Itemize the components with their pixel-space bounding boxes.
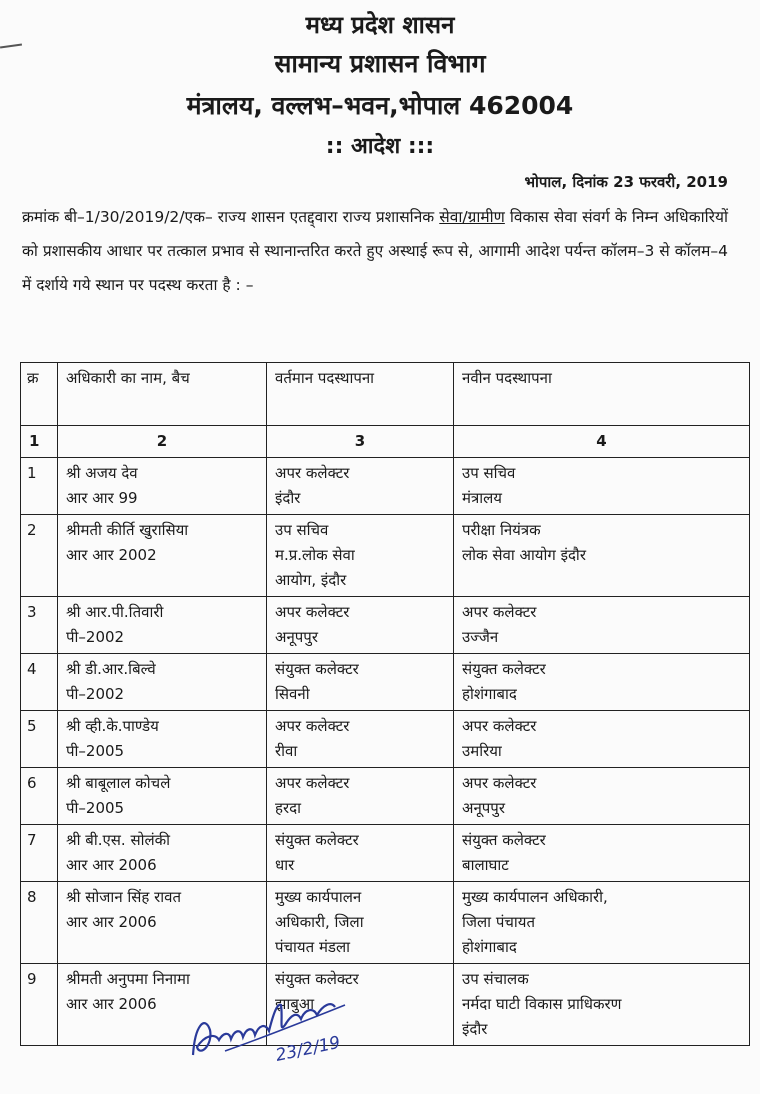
signature (185, 985, 365, 1070)
header-name: अधिकारी का नाम, बैच (58, 363, 267, 426)
officer-name (58, 458, 267, 515)
current-posting-line: झाबुआ (275, 995, 315, 1013)
new-posting-line: संयुक्त कलेक्टर (462, 831, 546, 849)
current-posting-line: संयुक्त कलेक्टर (275, 660, 359, 678)
current-posting-line: पंचायत मंडला (275, 938, 350, 956)
officer-name-line: पी–2005 (66, 742, 125, 760)
current-posting (267, 768, 454, 825)
officer-name-line: पी–2002 (66, 685, 125, 703)
officer-name-line: श्री बाबूलाल कोचले (66, 774, 171, 792)
current-posting (267, 711, 454, 768)
serial-number: 9 (21, 964, 58, 1046)
new-posting-line: परीक्षा नियंत्रक (462, 521, 541, 539)
officer-name-line: श्री बी.एस. सोलंकी (66, 831, 171, 849)
officer-name-line: श्री डी.आर.बिल्वे (66, 660, 156, 678)
new-posting-line: होशंगाबाद (462, 938, 517, 956)
new-posting-line: उप सचिव (462, 464, 516, 482)
officer-name-line: आर आर 99 (66, 489, 138, 507)
order-body (22, 200, 728, 302)
officer-name-line: श्री आर.पी.तिवारी (66, 603, 164, 621)
new-posting-line: उमरिया (462, 742, 502, 760)
new-posting (454, 964, 750, 1046)
current-posting-line: सिवनी (275, 685, 310, 703)
current-posting-line: संयुक्त कलेक्टर (275, 831, 359, 849)
officer-name (58, 768, 267, 825)
transfer-table (20, 362, 750, 1046)
new-posting-line: अपर कलेक्टर (462, 717, 537, 735)
current-posting-line: रीवा (275, 742, 298, 760)
col-num: 3 (267, 426, 454, 458)
current-posting-line: अपर कलेक्टर (275, 464, 350, 482)
new-posting-line: उप संचालक (462, 970, 529, 988)
order-ref: क्रमांक बी–1/30/2019/2/एक– राज्य शासन एतद्द्वारा राज्य प्रशासनिक (22, 208, 435, 226)
table-row (21, 964, 750, 1046)
new-posting-line: मुख्य कार्यपालन अधिकारी, (462, 888, 608, 906)
current-posting-line: अपर कलेक्टर (275, 717, 350, 735)
new-posting-line: संयुक्त कलेक्टर (462, 660, 546, 678)
new-posting-line: अनूपपुर (462, 799, 505, 817)
new-posting-line: उज्जैन (462, 628, 499, 646)
new-posting (454, 825, 750, 882)
current-posting-line: उप सचिव (275, 521, 329, 539)
table-header-row (21, 363, 750, 426)
new-posting (454, 597, 750, 654)
current-posting (267, 515, 454, 597)
officer-name-line: आर आर 2006 (66, 856, 157, 874)
new-posting-line: अपर कलेक्टर (462, 603, 537, 621)
table-row (21, 458, 750, 515)
table-row (21, 768, 750, 825)
officer-name-line: श्री व्ही.के.पाण्डेय (66, 717, 159, 735)
current-posting (267, 458, 454, 515)
new-posting-line: लोक सेवा आयोग इंदौर (462, 546, 586, 564)
new-posting-line: मंत्रालय (462, 489, 503, 507)
service-underlined: सेवा/ग्रामीण (439, 208, 505, 226)
current-posting (267, 825, 454, 882)
officer-name-line: श्री सोजान सिंह रावत (66, 888, 182, 906)
address: मंत्रालय, वल्लभ–भवन,भोपाल 462004 (186, 91, 574, 120)
current-posting-line: आयोग, इंदौर (275, 571, 347, 589)
current-posting-line: अपर कलेक्टर (275, 774, 350, 792)
table-row (21, 882, 750, 964)
officer-name (58, 515, 267, 597)
current-posting-line: अपर कलेक्टर (275, 603, 350, 621)
order-title: :: आदेश ::: (325, 134, 435, 159)
new-posting-line: अपर कलेक्टर (462, 774, 537, 792)
serial-number: 2 (21, 515, 58, 597)
order-date: भोपाल, दिनांक 23 फरवरी, 2019 (524, 173, 728, 191)
officer-name-line: आर आर 2002 (66, 546, 157, 564)
serial-number: 4 (21, 654, 58, 711)
header-sn: क्र (21, 363, 58, 426)
officer-name-line: आर आर 2006 (66, 995, 157, 1013)
current-posting-line: धार (275, 856, 295, 874)
officer-name (58, 597, 267, 654)
header-new: नवीन पदस्थापना (454, 363, 750, 426)
officer-name (58, 711, 267, 768)
column-number-row (21, 426, 750, 458)
officer-name (58, 825, 267, 882)
serial-number: 1 (21, 458, 58, 515)
officer-name-line: आर आर 2006 (66, 913, 157, 931)
new-posting-line: बालाघाट (462, 856, 509, 874)
officer-name-line: श्री अजय देव (66, 464, 138, 482)
serial-number: 5 (21, 711, 58, 768)
officer-name (58, 654, 267, 711)
current-posting-line: मुख्य कार्यपालन (275, 888, 362, 906)
current-posting (267, 597, 454, 654)
current-posting-line: अनूपपुर (275, 628, 318, 646)
order-text: विकास सेवा संवर्ग के निम्न अधिकारियों को प्रशासकीय आधार पर तत्काल प्रभाव से स्थानान्तरित करते हुए अस्थाई रूप से, आगामी आदेश पर्यन्त कॉलम–3 से कॉलम–4 में दर्शाये गये स्थान पर पदस्थ करता है : – (22, 208, 728, 294)
current-posting (267, 654, 454, 711)
table-row (21, 654, 750, 711)
current-posting-line: अधिकारी, जिला (275, 913, 364, 931)
col-num: 4 (454, 426, 750, 458)
table-row (21, 597, 750, 654)
col-num: 2 (58, 426, 267, 458)
new-posting-line: होशंगाबाद (462, 685, 517, 703)
new-posting-line: जिला पंचायत (462, 913, 536, 931)
current-posting-line: म.प्र.लोक सेवा (275, 546, 355, 564)
new-posting (454, 654, 750, 711)
new-posting (454, 515, 750, 597)
current-posting-line: इंदौर (275, 489, 301, 507)
new-posting (454, 458, 750, 515)
department-name: सामान्य प्रशासन विभाग (274, 49, 486, 78)
signature-date: 23/2/19 (273, 1032, 343, 1066)
col-num: 1 (21, 426, 58, 458)
new-posting-line: इंदौर (462, 1020, 488, 1038)
officer-name-line: श्रीमती कीर्ति खुरासिया (66, 521, 189, 539)
serial-number: 8 (21, 882, 58, 964)
serial-number: 6 (21, 768, 58, 825)
current-posting-line: संयुक्त कलेक्टर (275, 970, 359, 988)
current-posting-line: हरदा (275, 799, 301, 817)
officer-name-line: पी–2002 (66, 628, 125, 646)
header-current: वर्तमान पदस्थापना (267, 363, 454, 426)
new-posting (454, 711, 750, 768)
new-posting (454, 882, 750, 964)
officer-name (58, 882, 267, 964)
new-posting-line: नर्मदा घाटी विकास प्राधिकरण (462, 995, 622, 1013)
officer-name-line: पी–2005 (66, 799, 125, 817)
officer-name-line: श्रीमती अनुपमा निनामा (66, 970, 190, 988)
govt-name: मध्य प्रदेश शासन (305, 11, 455, 39)
table-row (21, 711, 750, 768)
table-row (21, 825, 750, 882)
serial-number: 7 (21, 825, 58, 882)
serial-number: 3 (21, 597, 58, 654)
current-posting (267, 882, 454, 964)
new-posting (454, 768, 750, 825)
table-row (21, 515, 750, 597)
